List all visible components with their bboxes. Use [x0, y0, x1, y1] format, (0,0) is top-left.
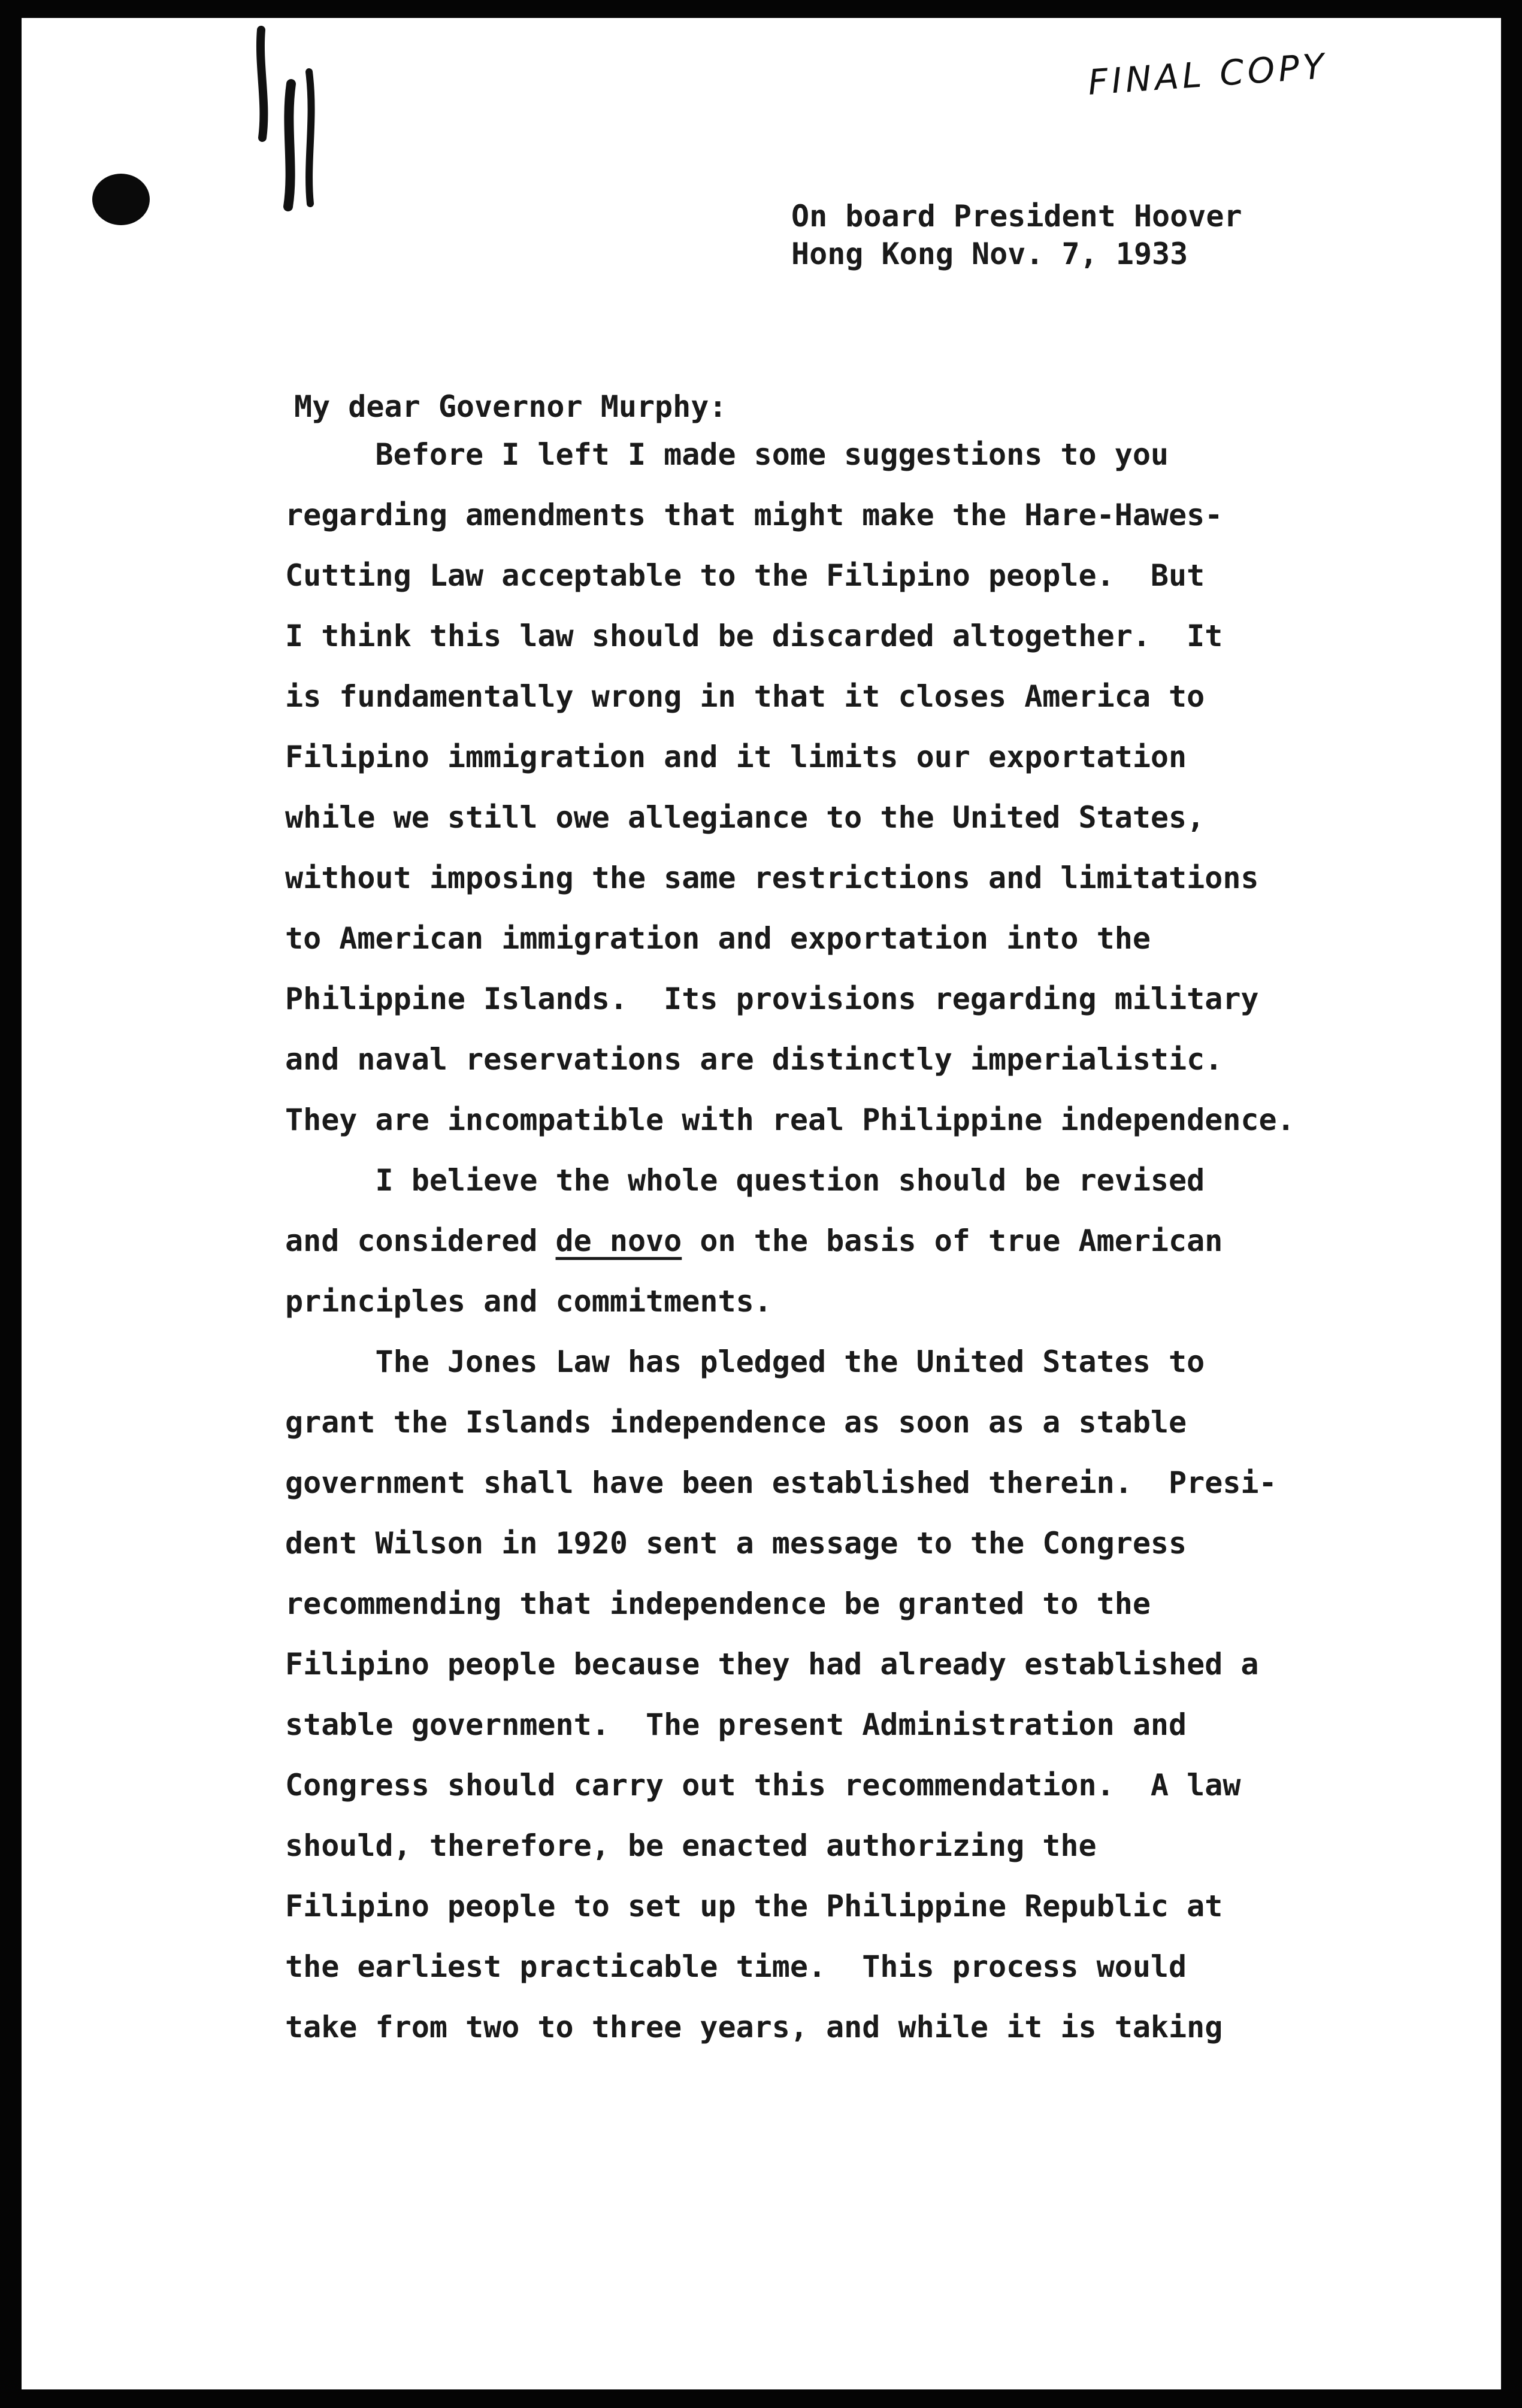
- letter-header: [791, 198, 1242, 273]
- body-line: and naval reservations are distinctly imperialistic.: [285, 1042, 1223, 1077]
- punch-hole: [92, 174, 150, 225]
- body-line: take from two to three years, and while it is taking: [285, 2010, 1223, 2044]
- body-line: I think this law should be discarded altogether. It: [285, 619, 1223, 653]
- body-line: is fundamentally wrong in that it closes America to: [285, 679, 1205, 714]
- body-line: should, therefore, be enacted authorizing the: [285, 1828, 1097, 1863]
- body-line: while we still owe allegiance to the United States,: [285, 800, 1205, 835]
- underlined-phrase: de novo: [555, 1223, 682, 1258]
- body-line: I believe the whole question should be revised: [285, 1163, 1205, 1198]
- body-line: stable government. The present Administration and: [285, 1707, 1187, 1742]
- body-line-text: on the basis of true American: [682, 1223, 1223, 1258]
- body-line: principles and commitments.: [285, 1284, 772, 1319]
- body-line: [285, 1223, 1223, 1258]
- body-line: government shall have been established therein. Presi-: [285, 1465, 1277, 1500]
- body-line: Philippine Islands. Its provisions regarding military: [285, 982, 1259, 1016]
- body-line: Congress should carry out this recommendation. A law: [285, 1768, 1241, 1803]
- body-line: the earliest practicable time. This process would: [285, 1949, 1187, 1984]
- letter-page: [22, 18, 1501, 2389]
- body-line: regarding amendments that might make the Hare-Hawes-: [285, 498, 1223, 532]
- body-line: recommending that independence be granted to the: [285, 1586, 1151, 1621]
- body-line-text: and considered: [285, 1223, 556, 1258]
- body-line: Filipino immigration and it limits our exportation: [285, 740, 1187, 774]
- body-line: without imposing the same restrictions and limitations: [285, 861, 1259, 895]
- body-line: Filipino people to set up the Philippine Republic at: [285, 1889, 1223, 1924]
- body-line: Cutting Law acceptable to the Filipino people. But: [285, 558, 1205, 593]
- body-line: to American immigration and exportation into the: [285, 921, 1151, 956]
- salutation: My dear Governor Murphy:: [294, 389, 727, 424]
- body-line: Filipino people because they had already established a: [285, 1647, 1259, 1682]
- body-line: grant the Islands independence as soon as a stable: [285, 1405, 1187, 1440]
- body-line: The Jones Law has pledged the United States to: [285, 1344, 1205, 1379]
- header-date-line: Hong Kong Nov. 7, 1933: [791, 237, 1188, 271]
- header-location-line: On board President Hoover: [791, 199, 1242, 234]
- paper-fastener-marks: [225, 30, 345, 222]
- handwritten-final-copy-note: FINAL COPY: [1087, 46, 1329, 103]
- body-line: dent Wilson in 1920 sent a message to the Congress: [285, 1526, 1187, 1561]
- body-line: They are incompatible with real Philippine independence.: [285, 1102, 1295, 1137]
- body-line: Before I left I made some suggestions to you: [285, 437, 1169, 472]
